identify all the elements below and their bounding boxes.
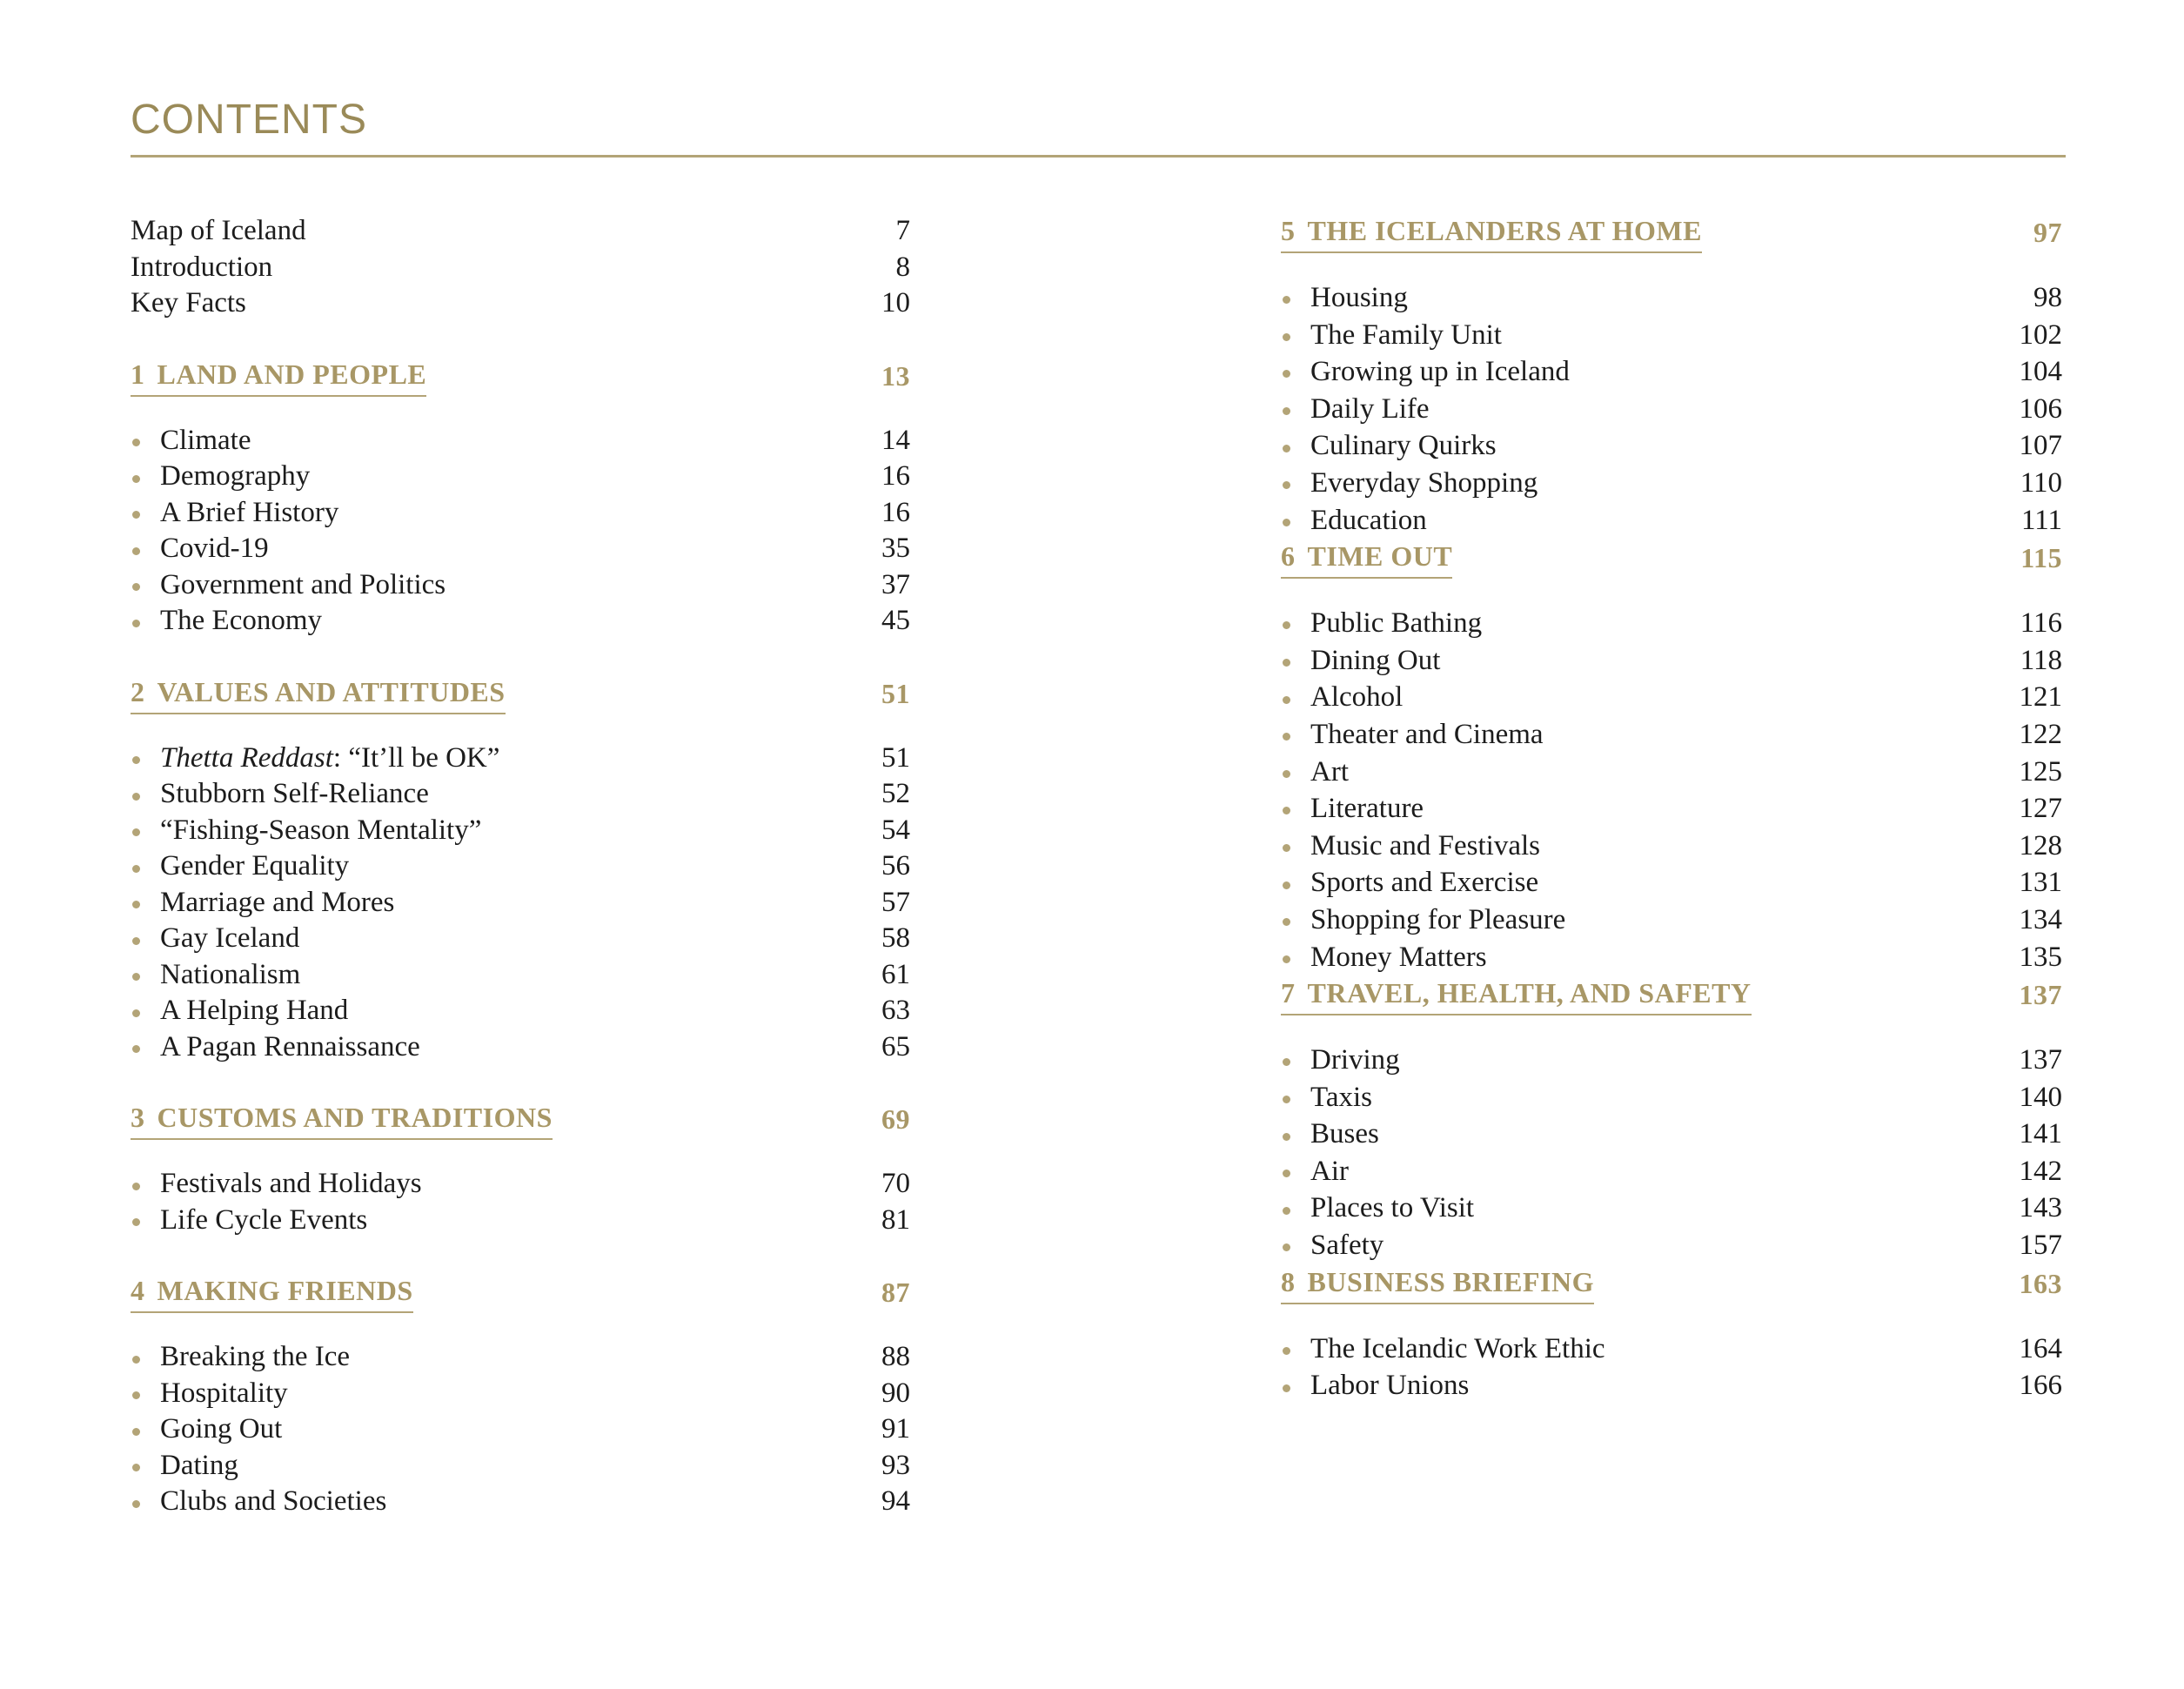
entry-label — [131, 423, 251, 459]
entry-label — [131, 885, 394, 922]
entry-label — [1281, 901, 1565, 939]
chapter-title-text: MAKING FRIENDS — [157, 1275, 413, 1306]
entry-label — [131, 1203, 367, 1239]
entry-label-text: The Family Unit — [1310, 318, 1502, 351]
entry-page: 164 — [2019, 1332, 2062, 1364]
bullet-icon — [1283, 881, 1290, 889]
entry-label-text: Breaking the Ice — [160, 1341, 351, 1372]
bullet-icon — [132, 901, 140, 908]
chapter-title — [1281, 975, 1752, 1015]
entry-label — [131, 1166, 422, 1203]
chapter-number: 5 — [1281, 215, 1296, 246]
entry-label-text: Nationalism — [160, 958, 301, 990]
toc-entry[interactable] — [1281, 1042, 2062, 1079]
bullet-icon — [1283, 445, 1290, 452]
bullet-icon — [1283, 621, 1290, 629]
toc-entry[interactable] — [131, 921, 910, 957]
entry-page: 52 — [881, 778, 910, 809]
entry-label-text: : “It’ll be OK” — [332, 741, 500, 774]
entry-page: 90 — [881, 1377, 910, 1409]
toc-entry[interactable] — [131, 1484, 910, 1520]
entry-label — [131, 1029, 420, 1066]
entry-label-text: Demography — [160, 460, 311, 492]
entry-label: Key Facts — [131, 287, 246, 318]
chapter-title — [131, 357, 426, 397]
entry-page: 98 — [2033, 282, 2062, 313]
toc-entry[interactable] — [1281, 1190, 2062, 1227]
bullet-icon — [132, 1218, 140, 1226]
entry-label — [1281, 465, 1538, 502]
bullet-icon — [1283, 733, 1290, 741]
entry-label-text: Stubborn Self-Reliance — [160, 778, 429, 809]
entry-label-text: Government and Politics — [160, 568, 446, 600]
bullet-icon — [1283, 1096, 1290, 1103]
toc-entry[interactable] — [1281, 901, 2062, 939]
entry-page: 16 — [881, 460, 910, 492]
toc-entry[interactable] — [1281, 790, 2062, 828]
contents-header — [131, 94, 2066, 158]
entry-label — [1281, 1116, 1379, 1153]
toc-entry[interactable] — [1281, 1367, 2062, 1404]
toc-entry[interactable] — [131, 495, 910, 532]
entry-label-text: Music and Festivals — [1310, 829, 1540, 861]
entry-label-text: The Icelandic Work Ethic — [1310, 1332, 1605, 1364]
entry-label-text: Dating — [160, 1449, 238, 1481]
entry-label — [1281, 864, 1538, 901]
bullet-icon — [132, 1500, 140, 1508]
chapter-section — [131, 357, 910, 640]
bullet-icon — [1283, 844, 1290, 852]
bullet-icon — [1283, 696, 1290, 704]
entry-label — [1281, 427, 1497, 465]
entry-page: 118 — [2020, 644, 2062, 676]
entry-page: 142 — [2019, 1155, 2062, 1187]
entry-label-italic: Thetta Reddast — [160, 741, 333, 774]
bullet-icon — [1283, 659, 1290, 667]
toc-entry[interactable] — [131, 1203, 910, 1239]
chapter-title-text: TRAVEL, HEALTH, AND SAFETY — [1307, 977, 1752, 1009]
chapter-page: 163 — [2019, 1267, 2062, 1299]
bullet-icon — [1283, 1243, 1290, 1251]
entry-label-text: Going Out — [160, 1413, 283, 1444]
chapter-title-text: BUSINESS BRIEFING — [1307, 1265, 1594, 1297]
chapter-title-text: THE ICELANDERS AT HOME — [1307, 215, 1702, 246]
entry-label — [1281, 679, 1403, 716]
bullet-icon — [132, 1391, 140, 1399]
chapter-heading[interactable] — [131, 1273, 910, 1313]
entry-label-text: Life Cycle Events — [160, 1203, 368, 1236]
entry-label-text: A Brief History — [160, 496, 339, 528]
entry-label-text: Climate — [160, 424, 251, 456]
chapter-number: 4 — [131, 1275, 145, 1306]
toc-entry[interactable] — [131, 1339, 910, 1376]
bullet-icon — [1283, 407, 1290, 415]
entry-page: 16 — [881, 496, 910, 528]
entry-label — [131, 957, 300, 994]
entry-label: Map of Iceland — [131, 215, 306, 246]
entry-label — [131, 495, 338, 532]
bullet-icon — [1283, 481, 1290, 489]
chapter-title-text: CUSTOMS AND TRADITIONS — [157, 1102, 553, 1133]
bullet-icon — [1283, 1133, 1290, 1141]
toc-entry[interactable] — [1281, 353, 2062, 391]
entry-label-text: Air — [1310, 1155, 1349, 1187]
entry-label-text: Literature — [1310, 793, 1424, 825]
entry-label — [1281, 1367, 1469, 1404]
bullet-icon — [1283, 1384, 1290, 1392]
toc-entry[interactable] — [131, 813, 910, 849]
toc-entry[interactable] — [131, 213, 910, 250]
chapter-title — [1281, 1264, 1594, 1304]
bullet-icon — [132, 828, 140, 836]
toc-entry[interactable] — [1281, 605, 2062, 642]
entry-page: 54 — [881, 814, 910, 846]
entry-page: 58 — [881, 922, 910, 954]
chapter-section — [131, 1100, 910, 1238]
bullet-icon — [1283, 1170, 1290, 1177]
entry-label — [1281, 1042, 1400, 1079]
entry-label — [131, 993, 348, 1029]
bullet-icon — [1283, 296, 1290, 304]
chapter-page: 69 — [881, 1103, 910, 1135]
entry-label-text: Alcohol — [1310, 681, 1404, 714]
toc-entry[interactable] — [131, 423, 910, 459]
chapter-section — [1281, 213, 2062, 539]
entry-page: 125 — [2019, 755, 2062, 788]
entry-label-text: Growing up in Iceland — [1310, 356, 1570, 388]
chapter-page: 97 — [2033, 217, 2062, 248]
entry-page: 65 — [881, 1030, 910, 1062]
entry-label-text: Dining Out — [1310, 644, 1441, 676]
toc-entry[interactable] — [131, 459, 910, 495]
entry-page: 56 — [881, 850, 910, 881]
chapter-number: 6 — [1281, 540, 1296, 573]
entry-page: 134 — [2019, 903, 2062, 935]
entry-label — [1281, 279, 1408, 317]
toc-entry[interactable] — [1281, 1079, 2062, 1116]
toc-entry[interactable] — [131, 567, 910, 604]
chapter-title — [131, 1273, 413, 1313]
toc-entry[interactable] — [1281, 391, 2062, 428]
entry-label-text: Clubs and Societies — [160, 1485, 387, 1517]
entry-page: 157 — [2019, 1230, 2062, 1262]
entry-label-text: Education — [1310, 504, 1427, 536]
entry-label-text: Shopping for Pleasure — [1310, 903, 1566, 935]
chapter-heading[interactable] — [1281, 975, 2062, 1015]
entry-label — [1281, 317, 1502, 354]
toc-entry[interactable] — [1281, 716, 2062, 754]
toc-right-column — [1281, 213, 2062, 1404]
toc-entry[interactable] — [1281, 465, 2062, 502]
entry-label-text: Taxis — [1310, 1081, 1373, 1113]
toc-entry[interactable] — [1281, 939, 2062, 976]
chapter-heading[interactable] — [131, 1100, 910, 1140]
entry-label — [1281, 1079, 1372, 1116]
entry-label-text: Daily Life — [1310, 392, 1430, 425]
toc-entry[interactable] — [131, 1166, 910, 1203]
entry-label-text: A Helping Hand — [160, 995, 349, 1026]
toc-entry[interactable] — [1281, 864, 2062, 901]
toc-entry[interactable] — [1281, 502, 2062, 540]
bullet-icon — [1283, 1347, 1290, 1355]
bullet-icon — [132, 1428, 140, 1436]
chapter-section — [1281, 975, 2062, 1264]
entry-page: 107 — [2019, 430, 2062, 462]
toc-entry[interactable] — [131, 285, 910, 322]
front-matter — [131, 213, 910, 322]
entry-page: 140 — [2019, 1081, 2062, 1113]
entry-label — [1281, 716, 1544, 754]
bullet-icon — [1283, 1207, 1290, 1215]
entry-page: 8 — [895, 251, 910, 283]
bullet-icon — [1283, 918, 1290, 926]
entry-label-text: Art — [1310, 755, 1349, 788]
entry-page: 121 — [2019, 681, 2062, 714]
chapter-heading[interactable] — [1281, 1264, 2062, 1304]
entry-page: 110 — [2020, 466, 2062, 499]
entry-label — [1281, 1227, 1383, 1264]
entry-label-text: Covid-19 — [160, 533, 269, 564]
entry-label-text: Everyday Shopping — [1310, 466, 1538, 499]
toc-entry[interactable] — [1281, 642, 2062, 680]
entry-label-text: The Economy — [160, 605, 323, 636]
bullet-icon — [132, 1464, 140, 1471]
bullet-icon — [132, 937, 140, 945]
toc-entry[interactable] — [131, 1029, 910, 1066]
entry-label-text: A Pagan Rennaissance — [160, 1030, 420, 1062]
toc-entry[interactable] — [1281, 1227, 2062, 1264]
entry-page: 116 — [2020, 607, 2062, 640]
entry-label-text: Safety — [1310, 1230, 1384, 1262]
entry-page: 70 — [881, 1168, 910, 1199]
toc-entry[interactable] — [1281, 1330, 2062, 1368]
toc-entry[interactable] — [131, 993, 910, 1029]
entry-label — [1281, 939, 1487, 976]
chapter-section — [131, 1273, 910, 1520]
bullet-icon — [132, 439, 140, 446]
toc-entry[interactable] — [131, 957, 910, 994]
toc-entry[interactable] — [131, 885, 910, 922]
entry-page: 91 — [881, 1413, 910, 1444]
entry-label-text: Marriage and Mores — [160, 886, 395, 918]
entry-label-text: Festivals and Holidays — [160, 1168, 422, 1199]
entry-label — [1281, 1153, 1349, 1190]
entry-label-text: Gender Equality — [160, 850, 350, 881]
toc-entry[interactable] — [1281, 279, 2062, 317]
bullet-icon — [132, 1356, 140, 1364]
entry-label — [131, 1376, 288, 1412]
chapter-heading[interactable] — [131, 357, 910, 397]
bullet-icon — [1283, 807, 1290, 814]
entry-label-text: Places to Visit — [1310, 1192, 1475, 1224]
entry-page: 127 — [2019, 793, 2062, 825]
entry-label — [131, 1411, 282, 1448]
chapter-title — [131, 1100, 553, 1140]
bullet-icon — [132, 511, 140, 519]
chapter-number: 2 — [131, 675, 145, 707]
entry-page: 104 — [2019, 356, 2062, 388]
chapter-title-text: TIME OUT — [1307, 540, 1453, 573]
entry-page: 61 — [881, 958, 910, 990]
entry-label — [131, 921, 299, 957]
entry-label-text: Hospitality — [160, 1377, 288, 1409]
toc-entry[interactable] — [131, 741, 910, 777]
bullet-icon — [132, 475, 140, 483]
entry-label-text: Sports and Exercise — [1310, 867, 1539, 899]
entry-page: 143 — [2019, 1192, 2062, 1224]
chapter-title — [1281, 539, 1452, 579]
bullet-icon — [132, 583, 140, 591]
bullet-icon — [132, 1009, 140, 1017]
chapter-number: 8 — [1281, 1265, 1296, 1297]
bullet-icon — [132, 756, 140, 764]
entry-page: 37 — [881, 568, 910, 600]
entry-page: 131 — [2019, 867, 2062, 899]
entry-label — [1281, 605, 1482, 642]
toc-entry[interactable] — [1281, 317, 2062, 354]
toc-entry[interactable] — [1281, 1116, 2062, 1153]
chapter-heading[interactable] — [1281, 213, 2062, 253]
toc-entry[interactable] — [1281, 828, 2062, 865]
entry-label — [131, 459, 310, 495]
entry-page: 10 — [881, 287, 910, 318]
entry-label-text: Driving — [1310, 1044, 1400, 1076]
bullet-icon — [132, 1183, 140, 1190]
entry-page: 63 — [881, 995, 910, 1026]
entry-page: 93 — [881, 1449, 910, 1481]
entry-label-text: Buses — [1310, 1118, 1379, 1150]
entry-page: 111 — [2020, 504, 2062, 536]
entry-label — [131, 567, 446, 604]
entry-page: 7 — [895, 215, 910, 246]
chapter-title-text: VALUES AND ATTITUDES — [157, 675, 506, 707]
toc-left-column — [131, 213, 910, 1520]
chapter-page: 115 — [2020, 542, 2062, 574]
chapter-title — [1281, 213, 1702, 253]
bullet-icon — [132, 865, 140, 873]
chapter-heading[interactable] — [131, 674, 910, 714]
entry-page: 81 — [881, 1203, 910, 1236]
chapter-section — [1281, 1264, 2062, 1404]
entry-page: 51 — [881, 741, 910, 774]
bullet-icon — [1283, 333, 1290, 341]
toc-entry[interactable] — [131, 1411, 910, 1448]
entry-page: 128 — [2019, 829, 2062, 861]
entry-page: 137 — [2019, 1044, 2062, 1076]
entry-label — [131, 813, 481, 849]
toc-entry[interactable] — [131, 531, 910, 567]
chapter-title-text: LAND AND PEOPLE — [157, 358, 427, 390]
entry-page: 45 — [881, 605, 910, 636]
bullet-icon — [132, 547, 140, 555]
entry-label — [1281, 502, 1427, 540]
chapter-number: 7 — [1281, 977, 1296, 1009]
chapter-page: 87 — [881, 1277, 910, 1308]
toc-entry[interactable] — [1281, 427, 2062, 465]
bullet-icon — [132, 1045, 140, 1053]
entry-label — [131, 776, 429, 813]
entry-label — [1281, 754, 1349, 791]
entry-label: Introduction — [131, 251, 273, 283]
toc-entry[interactable] — [131, 1448, 910, 1485]
entry-label-text: Public Bathing — [1310, 607, 1483, 640]
chapter-section — [131, 674, 910, 1066]
entry-page: 57 — [881, 886, 910, 918]
toc-entry[interactable] — [1281, 679, 2062, 716]
toc-entry[interactable] — [1281, 1153, 2062, 1190]
bullet-icon — [132, 793, 140, 801]
entry-label — [131, 848, 349, 885]
page-title: CONTENTS — [131, 97, 367, 143]
chapter-page: 13 — [881, 359, 910, 392]
entry-page: 14 — [881, 424, 910, 456]
bullet-icon — [132, 973, 140, 981]
bullet-icon — [1283, 770, 1290, 778]
chapter-heading[interactable] — [1281, 539, 2062, 579]
toc-entry[interactable] — [131, 1376, 910, 1412]
entry-label — [131, 1484, 386, 1520]
entry-page: 94 — [881, 1485, 910, 1517]
entry-page: 88 — [881, 1341, 910, 1372]
bullet-icon — [1283, 370, 1290, 378]
bullet-icon — [1283, 519, 1290, 526]
bullet-icon — [1283, 1058, 1290, 1066]
entry-label — [1281, 828, 1540, 865]
chapter-section — [1281, 539, 2062, 975]
entry-label — [131, 1339, 350, 1376]
entry-page: 135 — [2019, 941, 2062, 973]
bullet-icon — [1283, 955, 1290, 963]
entry-page: 122 — [2019, 718, 2062, 750]
chapter-title — [131, 674, 506, 714]
entry-label — [1281, 1190, 1474, 1227]
toc-entry[interactable] — [131, 848, 910, 885]
entry-label — [1281, 353, 1570, 391]
entry-label — [1281, 790, 1424, 828]
entry-label-text: Gay Iceland — [160, 922, 300, 954]
entry-label-text: Money Matters — [1310, 941, 1487, 973]
entry-page: 166 — [2019, 1370, 2062, 1402]
entry-label-text: “Fishing-Season Mentality” — [160, 814, 482, 846]
entry-label — [1281, 642, 1440, 680]
entry-label-text: Theater and Cinema — [1310, 718, 1544, 750]
entry-page: 141 — [2019, 1118, 2062, 1150]
entry-page: 106 — [2019, 392, 2062, 425]
entry-page: 102 — [2019, 318, 2062, 351]
entry-label — [131, 741, 499, 777]
entry-label-text: Labor Unions — [1310, 1370, 1470, 1402]
entry-label — [1281, 1330, 1605, 1368]
chapter-page: 137 — [2019, 979, 2062, 1011]
chapter-number: 1 — [131, 358, 145, 390]
entry-label — [131, 531, 269, 567]
chapter-page: 51 — [881, 677, 910, 709]
entry-label-text: Culinary Quirks — [1310, 430, 1497, 462]
entry-label — [131, 1448, 238, 1485]
entry-label — [1281, 391, 1430, 428]
entry-page: 35 — [881, 533, 910, 564]
bullet-icon — [132, 620, 140, 627]
toc-entry[interactable] — [131, 250, 910, 286]
toc-entry[interactable] — [131, 776, 910, 813]
chapter-number: 3 — [131, 1102, 145, 1133]
entry-label-text: Housing — [1310, 282, 1408, 313]
toc-entry[interactable] — [131, 603, 910, 640]
entry-label — [131, 603, 322, 640]
toc-entry[interactable] — [1281, 754, 2062, 791]
